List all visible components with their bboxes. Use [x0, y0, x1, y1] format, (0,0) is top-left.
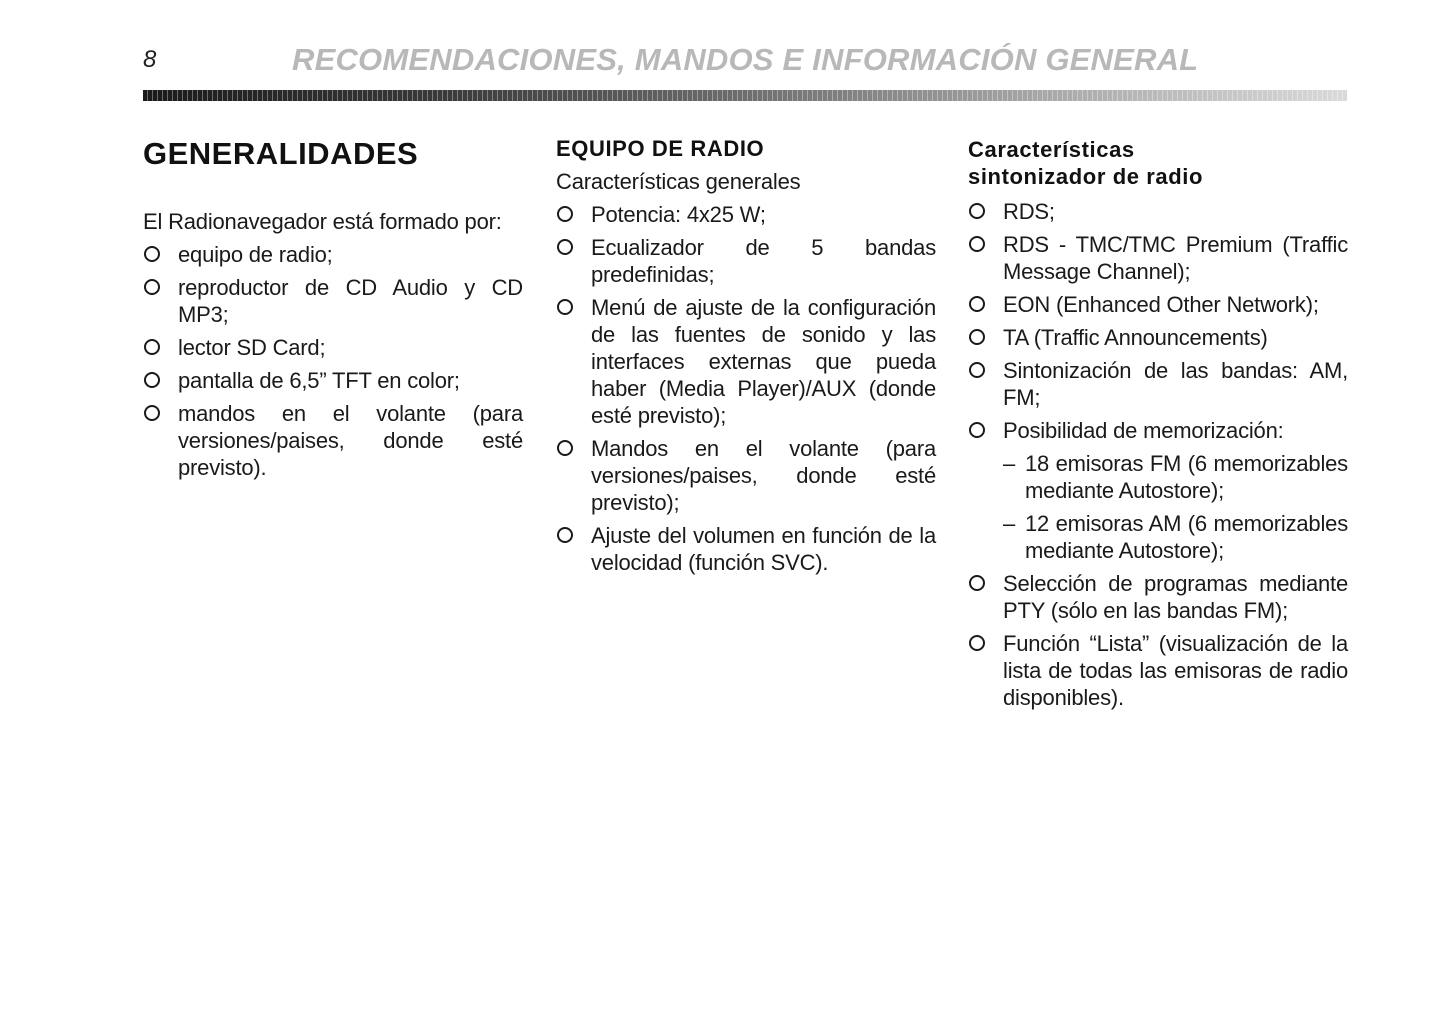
- list-item-text: pantalla de 6,5” TFT en color;: [178, 368, 460, 393]
- circle-bullet-icon: [968, 234, 988, 254]
- list-item-text: Menú de ajuste de la configuración de las fuentes de sonido y las interfaces externas que pueda haber (Media Player)/AUX (donde esté previsto);: [591, 295, 936, 428]
- sub-list-item: [1003, 510, 1348, 564]
- list-item: [968, 630, 1348, 711]
- list-item: [556, 201, 936, 228]
- running-header-title: RECOMENDACIONES, MANDOS E INFORMACIÓN GENERAL: [292, 42, 1199, 77]
- features-list: [556, 201, 936, 576]
- circle-bullet-icon: [968, 420, 988, 440]
- list-item-text: Ajuste del volumen en función de la velocidad (función SVC).: [591, 523, 936, 575]
- section-title-line-2: sintonizador de radio: [968, 164, 1204, 189]
- header-rule-texture: [143, 90, 1347, 101]
- list-item-text: lector SD Card;: [178, 335, 326, 360]
- list-item: [968, 324, 1348, 351]
- circle-bullet-icon: [556, 204, 576, 224]
- list-item: [143, 334, 523, 361]
- circle-bullet-icon: [968, 327, 988, 347]
- tuner-features-list: [968, 198, 1348, 711]
- list-item-text: RDS;: [1003, 199, 1055, 224]
- list-item: [556, 522, 936, 576]
- list-item: [143, 400, 523, 481]
- list-item-text: reproductor de CD Audio y CD MP3;: [178, 275, 523, 327]
- column-generalidades: [143, 134, 523, 487]
- list-item-text: RDS - TMC/TMC Premium (Traffic Message Channel);: [1003, 232, 1348, 284]
- dash-icon: –: [1003, 511, 1016, 536]
- intro-text: El Radionavegador está formado por:: [143, 209, 502, 234]
- list-item-text: mandos en el volante (para versiones/paises, donde esté previsto).: [178, 401, 523, 480]
- subtitle-text: Características generales: [556, 169, 801, 194]
- section-title-generalidades: GENERALIDADES: [143, 136, 419, 171]
- list-item-text: TA (Traffic Announcements): [1003, 325, 1268, 350]
- memory-sublist: [1003, 450, 1348, 564]
- list-item: [968, 570, 1348, 624]
- circle-bullet-icon: [556, 237, 576, 257]
- list-item: [556, 435, 936, 516]
- list-item: [556, 294, 936, 429]
- list-item: [968, 417, 1348, 564]
- circle-bullet-icon: [968, 294, 988, 314]
- list-item-text: equipo de radio;: [178, 242, 333, 267]
- component-list: [143, 241, 523, 481]
- circle-bullet-icon: [968, 573, 988, 593]
- sub-list-item-text: 18 emisoras FM (6 memorizables mediante Autostore);: [1025, 451, 1348, 503]
- circle-bullet-icon: [968, 633, 988, 653]
- list-item-text: Selección de programas mediante PTY (sólo en las bandas FM);: [1003, 571, 1348, 623]
- circle-bullet-icon: [968, 360, 988, 380]
- list-item-text: Sintonización de las bandas: AM, FM;: [1003, 358, 1348, 410]
- circle-bullet-icon: [143, 244, 163, 264]
- list-item-text: Ecualizador de 5 bandas predefinidas;: [591, 235, 936, 287]
- list-item: [143, 274, 523, 328]
- list-item: [968, 357, 1348, 411]
- section-title-equipo-de-radio: EQUIPO DE RADIO: [556, 136, 765, 161]
- circle-bullet-icon: [143, 337, 163, 357]
- column-equipo-de-radio: [556, 136, 936, 582]
- list-item: [143, 367, 523, 394]
- section-title-line-1: Características: [968, 137, 1135, 162]
- list-item-text: EON (Enhanced Other Network);: [1003, 292, 1319, 317]
- list-item: [968, 231, 1348, 285]
- circle-bullet-icon: [556, 525, 576, 545]
- column-sintonizador: [968, 136, 1348, 717]
- list-item-text: Potencia: 4x25 W;: [591, 202, 766, 227]
- circle-bullet-icon: [556, 438, 576, 458]
- dash-icon: –: [1003, 451, 1016, 476]
- circle-bullet-icon: [556, 297, 576, 317]
- circle-bullet-icon: [968, 201, 988, 221]
- circle-bullet-icon: [143, 370, 163, 390]
- circle-bullet-icon: [143, 403, 163, 423]
- list-item: [143, 241, 523, 268]
- circle-bullet-icon: [143, 277, 163, 297]
- sub-list-item-text: 12 emisoras AM (6 memorizables mediante Autostore);: [1025, 511, 1348, 563]
- list-item-text: Posibilidad de memorización:: [1003, 418, 1284, 443]
- list-item: [556, 234, 936, 288]
- list-item-text: Mandos en el volante (para versiones/paises, donde esté previsto);: [591, 436, 936, 515]
- list-item-text: Función “Lista” (visualización de la lista de todas las emisoras de radio disponibles).: [1003, 631, 1348, 710]
- page-number: 8: [143, 46, 157, 73]
- sub-list-item: [1003, 450, 1348, 504]
- list-item: [968, 198, 1348, 225]
- list-item: [968, 291, 1348, 318]
